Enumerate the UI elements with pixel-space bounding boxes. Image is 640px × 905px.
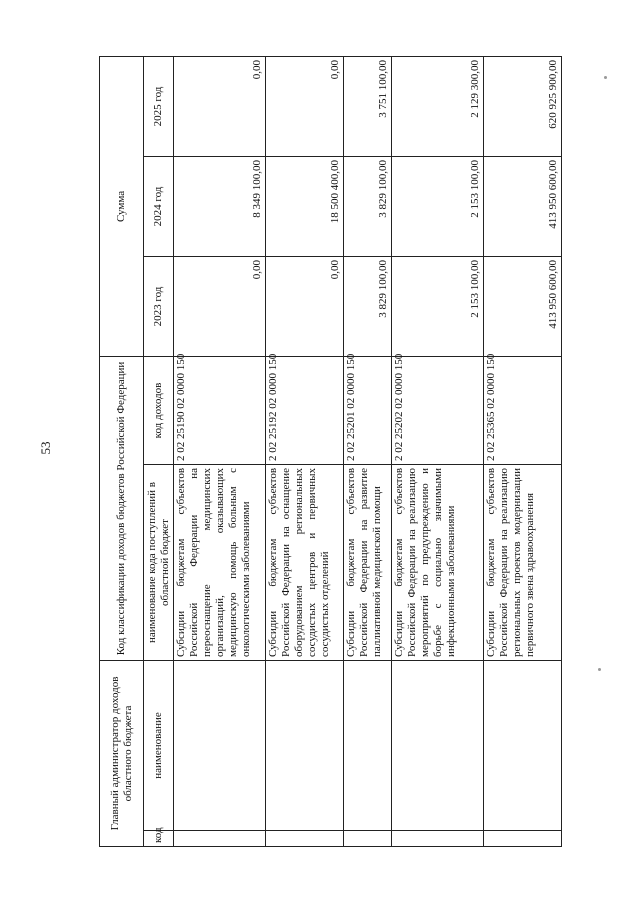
cell-name xyxy=(174,660,266,830)
table-row xyxy=(174,56,266,846)
table-row xyxy=(266,56,344,846)
scan-speck xyxy=(604,76,607,79)
cell-2023: 0,00 xyxy=(174,256,266,356)
header-2024: 2024 год xyxy=(144,156,174,256)
cell-2024: 3 829 100,00 xyxy=(344,156,392,256)
cell-code: 2 02 25365 02 0000 150 xyxy=(484,356,562,464)
cell-2024: 413 950 600,00 xyxy=(484,156,562,256)
cell-code: 2 02 25202 02 0000 150 xyxy=(392,356,484,464)
cell-2023: 413 950 600,00 xyxy=(484,256,562,356)
income-table xyxy=(99,56,562,847)
cell-kod xyxy=(344,831,392,847)
cell-2023: 0,00 xyxy=(266,256,344,356)
table-row xyxy=(344,56,392,846)
cell-2024: 2 153 100,00 xyxy=(392,156,484,256)
cell-code: 2 02 25201 02 0000 150 xyxy=(344,356,392,464)
table-row xyxy=(392,56,484,846)
cell-name xyxy=(344,660,392,830)
cell-2025: 3 751 100,00 xyxy=(344,56,392,156)
cell-2025: 0,00 xyxy=(174,56,266,156)
cell-kod xyxy=(484,831,562,847)
rotated-table-wrapper xyxy=(99,57,560,847)
cell-2023: 3 829 100,00 xyxy=(344,256,392,356)
header-income-code: код доходов xyxy=(144,356,174,464)
cell-name xyxy=(392,660,484,830)
cell-2025: 0,00 xyxy=(266,56,344,156)
cell-kod xyxy=(392,831,484,847)
cell-name xyxy=(266,660,344,830)
cell-description: Субсидии бюджетам субъектов Российской Федерации на оснащение оборудованием региональных сосудистых центров и первичных сосудистых отделений xyxy=(266,464,344,660)
header-classification: Код классификации доходов бюджетов Российской Федерации xyxy=(100,356,144,660)
cell-description: Субсидии бюджетам субъектов Российской Федерации на реализацию мероприятий по предупреждению и борьбе с социально значимыми инфекционными заболеваниями xyxy=(392,464,484,660)
cell-kod xyxy=(174,831,266,847)
header-2025: 2025 год xyxy=(144,56,174,156)
header-naimenovanie: наименование xyxy=(144,660,174,830)
cell-2025: 620 925 900,00 xyxy=(484,56,562,156)
cell-description: Субсидии бюджетам субъектов Российской Федерации на реализацию региональных проектов модернизации первичного звена здравоохранения xyxy=(484,464,562,660)
page-number: 53 xyxy=(38,441,53,455)
header-admin: Главный администратор доходов областного бюджета xyxy=(100,660,144,846)
header-2023: 2023 год xyxy=(144,256,174,356)
cell-description: Субсидии бюджетам субъектов Российской Федерации на переоснащение медицинских организаций, оказывающих медицинскую помощь больным с онкологическими заболеваниями xyxy=(174,464,266,660)
cell-kod xyxy=(266,831,344,847)
cell-name xyxy=(484,660,562,830)
cell-2023: 2 153 100,00 xyxy=(392,256,484,356)
cell-code: 2 02 25190 02 0000 150 xyxy=(174,356,266,464)
cell-code: 2 02 25192 02 0000 150 xyxy=(266,356,344,464)
header-sum: Сумма xyxy=(100,56,144,356)
cell-2024: 8 349 100,00 xyxy=(174,156,266,256)
scan-speck xyxy=(598,668,601,671)
cell-2025: 2 129 300,00 xyxy=(392,56,484,156)
header-kod: код xyxy=(144,831,174,847)
cell-2024: 18 500 400,00 xyxy=(266,156,344,256)
cell-description: Субсидии бюджетам субъектов Российской Федерации на развитие паллиативной медицинской помощи xyxy=(344,464,392,660)
header-receipt-name: наименование кода поступлений в областной бюджет xyxy=(144,464,174,660)
table-row xyxy=(484,56,562,846)
